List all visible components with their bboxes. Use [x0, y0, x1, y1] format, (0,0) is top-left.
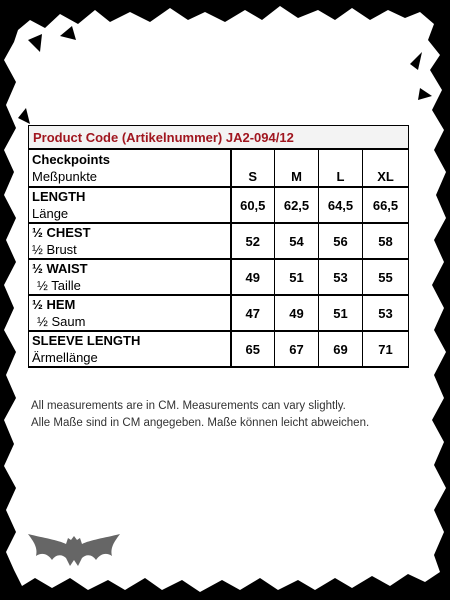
bat-icon: [24, 530, 124, 570]
size-header-xl: XL: [363, 149, 409, 187]
size-header-l: L: [319, 149, 363, 187]
size-header-m: M: [275, 149, 319, 187]
measurement-note-en: All measurements are in CM. Measurements can vary slightly.: [31, 400, 346, 412]
row-label-en: ½ CHEST: [32, 225, 91, 240]
row-label-en: SLEEVE LENGTH: [32, 333, 141, 348]
row-label: [29, 187, 231, 223]
value-cell: 49: [231, 259, 275, 295]
value-cell: 71: [363, 331, 409, 367]
row-label-de: ½ Taille: [37, 278, 81, 293]
value-cell: 51: [319, 295, 363, 331]
value-cell: 65: [231, 331, 275, 367]
row-label-en: ½ HEM: [32, 297, 76, 312]
value-cell: 60,5: [231, 187, 275, 223]
row-label-de: ½ Brust: [32, 242, 77, 257]
value-cell: 55: [363, 259, 409, 295]
value-cell: 66,5: [363, 187, 409, 223]
value-cell: 67: [275, 331, 319, 367]
table-row-hem: [29, 295, 409, 331]
value-cell: 58: [363, 223, 409, 259]
value-cell: 64,5: [319, 187, 363, 223]
value-cell: 51: [275, 259, 319, 295]
value-cell: 62,5: [275, 187, 319, 223]
size-chart-table: [28, 125, 409, 368]
checkpoints-header: [29, 149, 231, 187]
table-row-chest: [29, 223, 409, 259]
row-label: [29, 259, 231, 295]
row-label: [29, 331, 231, 367]
product-code: Product Code (Artikelnummer) JA2-094/12: [29, 126, 409, 150]
row-label-de: Länge: [32, 206, 69, 221]
value-cell: 53: [363, 295, 409, 331]
value-cell: 69: [319, 331, 363, 367]
row-label-en: LENGTH: [32, 189, 86, 204]
messpunkte-label: Meßpunkte: [32, 169, 98, 184]
header-row: [29, 149, 409, 187]
product-code-row: [29, 126, 409, 150]
row-label: [29, 295, 231, 331]
table-row-length: [29, 187, 409, 223]
value-cell: 53: [319, 259, 363, 295]
measurement-note-de: Alle Maße sind in CM angegeben. Maße können leicht abweichen.: [31, 417, 370, 429]
value-cell: 49: [275, 295, 319, 331]
value-cell: 54: [275, 223, 319, 259]
value-cell: 52: [231, 223, 275, 259]
table-row-waist: [29, 259, 409, 295]
row-label-en: ½ WAIST: [32, 261, 88, 276]
checkpoints-label: Checkpoints: [32, 152, 111, 167]
value-cell: 47: [231, 295, 275, 331]
size-header-s: S: [231, 149, 275, 187]
row-label-de: Ärmellänge: [32, 350, 98, 365]
value-cell: 56: [319, 223, 363, 259]
row-label: [29, 223, 231, 259]
row-label-de: ½ Saum: [37, 314, 86, 329]
table-row-sleeve-length: [29, 331, 409, 367]
